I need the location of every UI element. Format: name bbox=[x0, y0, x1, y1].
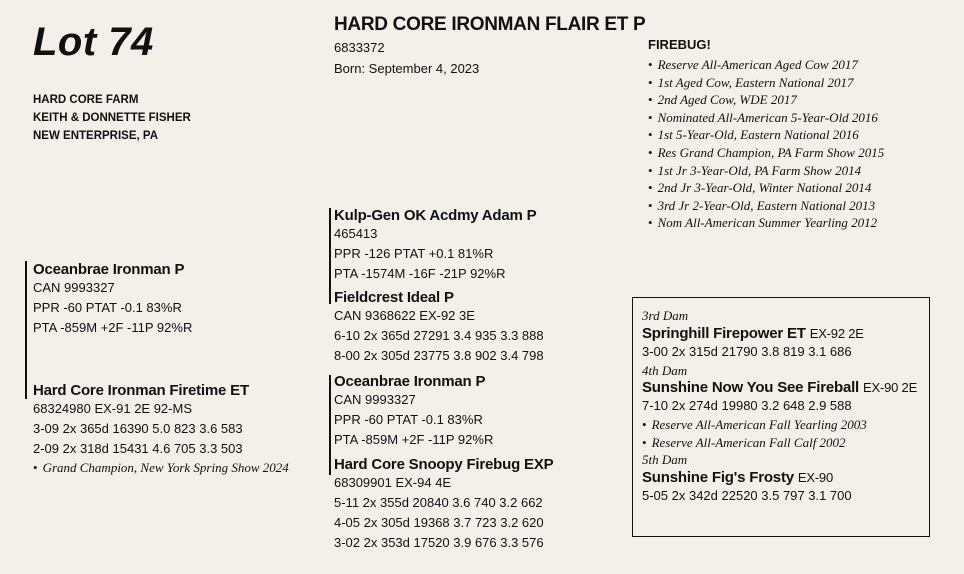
fourth-dam-award: • Reserve All-American Fall Calf 2002 bbox=[642, 434, 917, 452]
animal-name: HARD CORE IRONMAN FLAIR ET P bbox=[334, 14, 646, 35]
dam-record: 3-09 2x 365d 16390 5.0 823 3.6 583 bbox=[33, 421, 243, 436]
dam-dam-record: 3-02 2x 353d 17520 3.9 676 3.3 576 bbox=[334, 535, 544, 550]
fourth-dam-record: 7-10 2x 274d 19980 3.2 648 2.9 588 bbox=[642, 398, 852, 414]
dam-dam-registration: 68309901 EX-94 4E bbox=[334, 475, 452, 490]
sire-ppr: PPR -60 PTAT -0.1 83%R bbox=[33, 300, 182, 315]
fourth-dam-classification: EX-90 2E bbox=[863, 380, 918, 396]
dam-dam-record: 5-11 2x 355d 20840 3.6 740 3.2 662 bbox=[334, 495, 543, 510]
honor-item: • 2nd Jr 3-Year-Old, Winter National 2014 bbox=[648, 179, 884, 197]
sire-sire-pta: PTA -1574M -16F -21P 92%R bbox=[334, 266, 506, 281]
dam-dam-record: 4-05 2x 305d 19368 3.7 723 3.2 620 bbox=[334, 515, 544, 530]
dam-dam-block bbox=[334, 456, 553, 553]
honor-item: • Reserve All-American Aged Cow 2017 bbox=[648, 56, 884, 74]
dam-dam-name: Hard Core Snoopy Firebug EXP bbox=[334, 456, 554, 473]
honor-item: • 2nd Aged Cow, WDE 2017 bbox=[648, 91, 884, 109]
ancestor-dams-content bbox=[642, 307, 917, 506]
farm-name: HARD CORE FARM bbox=[33, 94, 139, 106]
fifth-dam-classification: EX-90 bbox=[797, 469, 833, 485]
sire-dam-record: 6-10 2x 365d 27291 3.4 935 3.3 888 bbox=[334, 328, 544, 343]
owner-names: KEITH & DONNETTE FISHER bbox=[33, 112, 191, 124]
dam-name: Hard Core Ironman Firetime ET bbox=[33, 382, 249, 399]
dam-sire-pta: PTA -859M +2F -11P 92%R bbox=[334, 432, 494, 447]
sire-dam-record: 8-00 2x 305d 23775 3.8 902 3.4 798 bbox=[334, 348, 544, 363]
fifth-dam-record: 5-05 2x 342d 22520 3.5 797 3.1 700 bbox=[642, 487, 852, 503]
dam-block bbox=[33, 382, 289, 477]
dam-sire-ppr: PPR -60 PTAT -0.1 83%R bbox=[334, 412, 483, 427]
sire-pta: PTA -859M +2F -11P 92%R bbox=[33, 320, 193, 335]
third-dam-label: 3rd Dam bbox=[642, 308, 689, 323]
honor-item: • Res Grand Champion, PA Farm Show 2015 bbox=[648, 144, 884, 162]
sire-dam-name: Fieldcrest Ideal P bbox=[334, 289, 454, 306]
honor-item: • 1st Jr 3-Year-Old, PA Farm Show 2014 bbox=[648, 162, 884, 180]
dam-record: 2-09 2x 318d 15431 4.6 705 3.3 503 bbox=[33, 441, 243, 456]
dam-registration: 68324980 EX-91 2E 92-MS bbox=[33, 401, 192, 416]
pedigree-bracket-parents bbox=[25, 261, 27, 399]
fourth-dam-award: • Reserve All-American Fall Yearling 2003 bbox=[642, 416, 917, 434]
honor-item: • 1st Aged Cow, Eastern National 2017 bbox=[648, 74, 884, 92]
dam-sire-block bbox=[334, 373, 493, 450]
sire-registration: CAN 9993327 bbox=[33, 280, 115, 295]
sire-name: Oceanbrae Ironman P bbox=[33, 261, 185, 278]
honor-item: • 1st 5-Year-Old, Eastern National 2016 bbox=[648, 126, 884, 144]
dam-sire-name: Oceanbrae Ironman P bbox=[334, 373, 486, 390]
honor-item: • Nom All-American Summer Yearling 2012 bbox=[648, 214, 884, 232]
third-dam-record: 3-00 2x 315d 21790 3.8 819 3.1 686 bbox=[642, 343, 852, 359]
animal-registration: 6833372 bbox=[334, 40, 385, 55]
fifth-dam-name: Sunshine Fig's Frosty bbox=[642, 468, 794, 486]
dam-award: • Grand Champion, New York Spring Show 2024 bbox=[33, 459, 289, 477]
sire-block bbox=[33, 261, 192, 338]
consignor-info bbox=[33, 91, 191, 145]
sire-sire-block bbox=[334, 207, 536, 284]
third-dam-name-line bbox=[642, 325, 917, 342]
sire-sire-name: Kulp-Gen OK Acdmy Adam P bbox=[334, 207, 537, 224]
fourth-dam-name-line bbox=[642, 379, 917, 396]
lot-number: Lot 74 bbox=[33, 20, 154, 64]
pedigree-bracket-sire bbox=[329, 208, 331, 304]
sire-sire-registration: 465413 bbox=[334, 226, 378, 241]
sire-dam-block bbox=[334, 289, 544, 366]
fourth-dam-label: 4th Dam bbox=[642, 362, 688, 378]
firebug-header: FIREBUG! bbox=[648, 37, 711, 52]
animal-birthdate: Born: September 4, 2023 bbox=[334, 61, 480, 76]
farm-location: NEW ENTERPRISE, PA bbox=[33, 130, 159, 142]
sire-dam-registration: CAN 9368622 EX-92 3E bbox=[334, 308, 475, 323]
pedigree-bracket-dam bbox=[329, 375, 331, 475]
third-dam-name: Springhill Firepower ET bbox=[642, 324, 806, 342]
dam-sire-registration: CAN 9993327 bbox=[334, 392, 416, 407]
sire-sire-ppr: PPR -126 PTAT +0.1 81%R bbox=[334, 246, 494, 261]
honor-item: • 3rd Jr 2-Year-Old, Eastern National 2013 bbox=[648, 197, 884, 215]
fifth-dam-name-line bbox=[642, 469, 917, 486]
honor-item: • Nominated All-American 5-Year-Old 2016 bbox=[648, 109, 884, 127]
fourth-dam-name: Sunshine Now You See Fireball bbox=[642, 379, 860, 397]
firebug-honors-list bbox=[648, 56, 884, 232]
fifth-dam-label: 5th Dam bbox=[642, 452, 688, 468]
third-dam-classification: EX-92 2E bbox=[809, 325, 864, 341]
